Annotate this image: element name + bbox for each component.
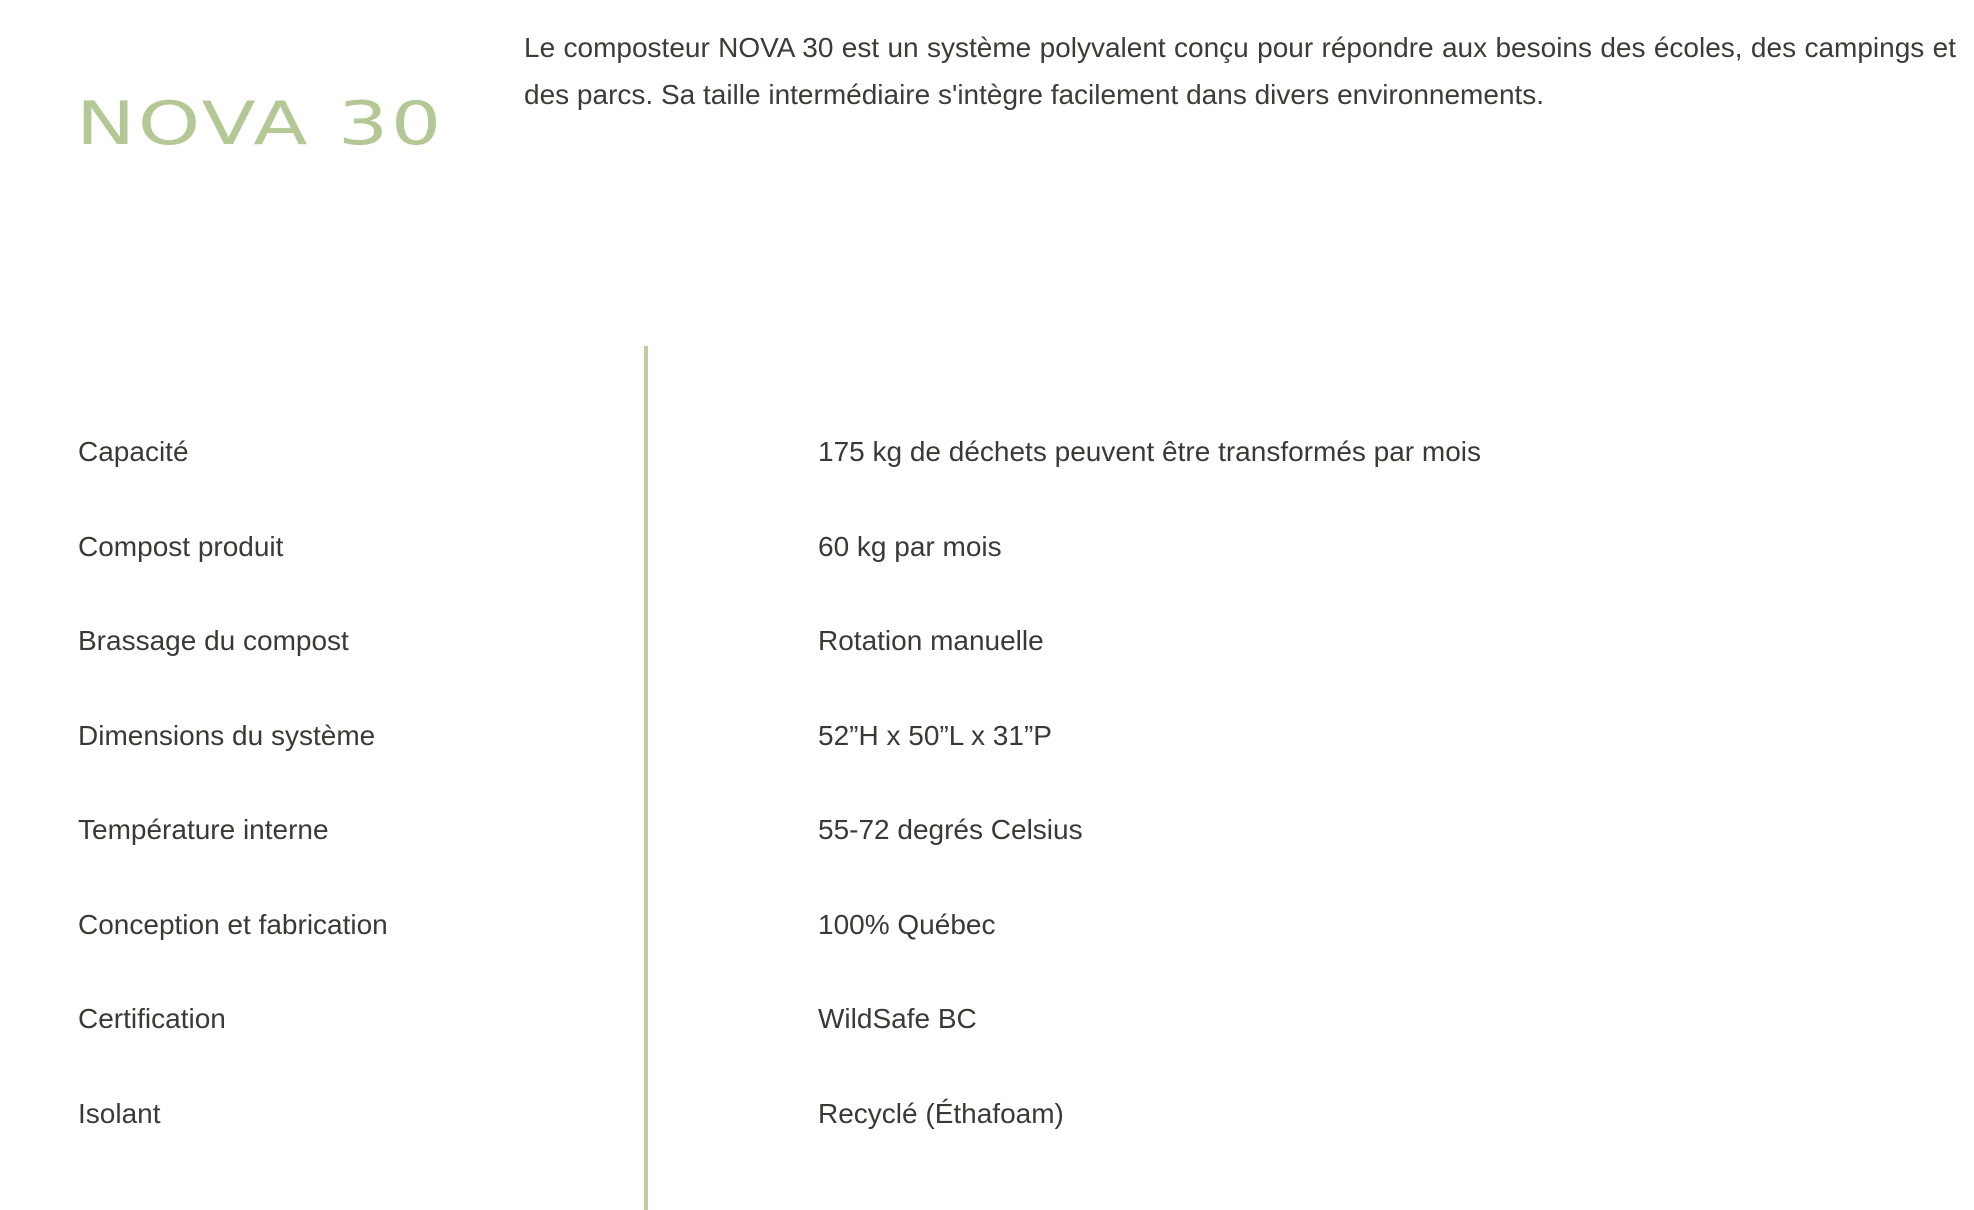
spec-label: Compost produit [78, 530, 284, 562]
spec-value: 52”H x 50”L x 31”P [818, 719, 1052, 751]
spec-label: Isolant [78, 1097, 161, 1129]
spec-row-compost-produit [0, 515, 1974, 610]
spec-value: WildSafe BC [818, 1003, 977, 1034]
spec-label: Conception et fabrication [78, 908, 388, 940]
spec-row-brassage [0, 609, 1974, 704]
spec-value: 60 kg par mois [818, 530, 1002, 562]
spec-label: Température interne [78, 814, 329, 845]
product-title: NOVA 30 [76, 89, 444, 159]
spec-row-capacite [0, 420, 1974, 515]
spec-value: 175 kg de déchets peuvent être transformés par mois [818, 436, 1482, 467]
spec-label: Certification [78, 1003, 226, 1034]
spec-row-isolant [0, 1082, 1974, 1177]
spec-row-conception [0, 893, 1974, 988]
spec-row-certification [0, 987, 1974, 1082]
spec-row-dimensions [0, 704, 1974, 799]
spec-row-temperature [0, 798, 1974, 893]
spec-label: Dimensions du système [78, 719, 376, 751]
spec-value: 55-72 degrés Celsius [818, 814, 1083, 845]
spec-label: Capacité [78, 436, 189, 467]
spec-label: Brassage du compost [78, 625, 349, 656]
spec-value: 100% Québec [818, 908, 996, 940]
spec-value: Rotation manuelle [818, 625, 1044, 656]
spec-value: Recyclé (Éthafoam) [818, 1097, 1064, 1129]
spec-list [0, 420, 1974, 1176]
product-description: Le composteur NOVA 30 est un système polyvalent conçu pour répondre aux besoins des écoles, des campings et des parcs. Sa taille intermédiaire s'intègre facilement dans divers environnements. [524, 32, 1956, 110]
